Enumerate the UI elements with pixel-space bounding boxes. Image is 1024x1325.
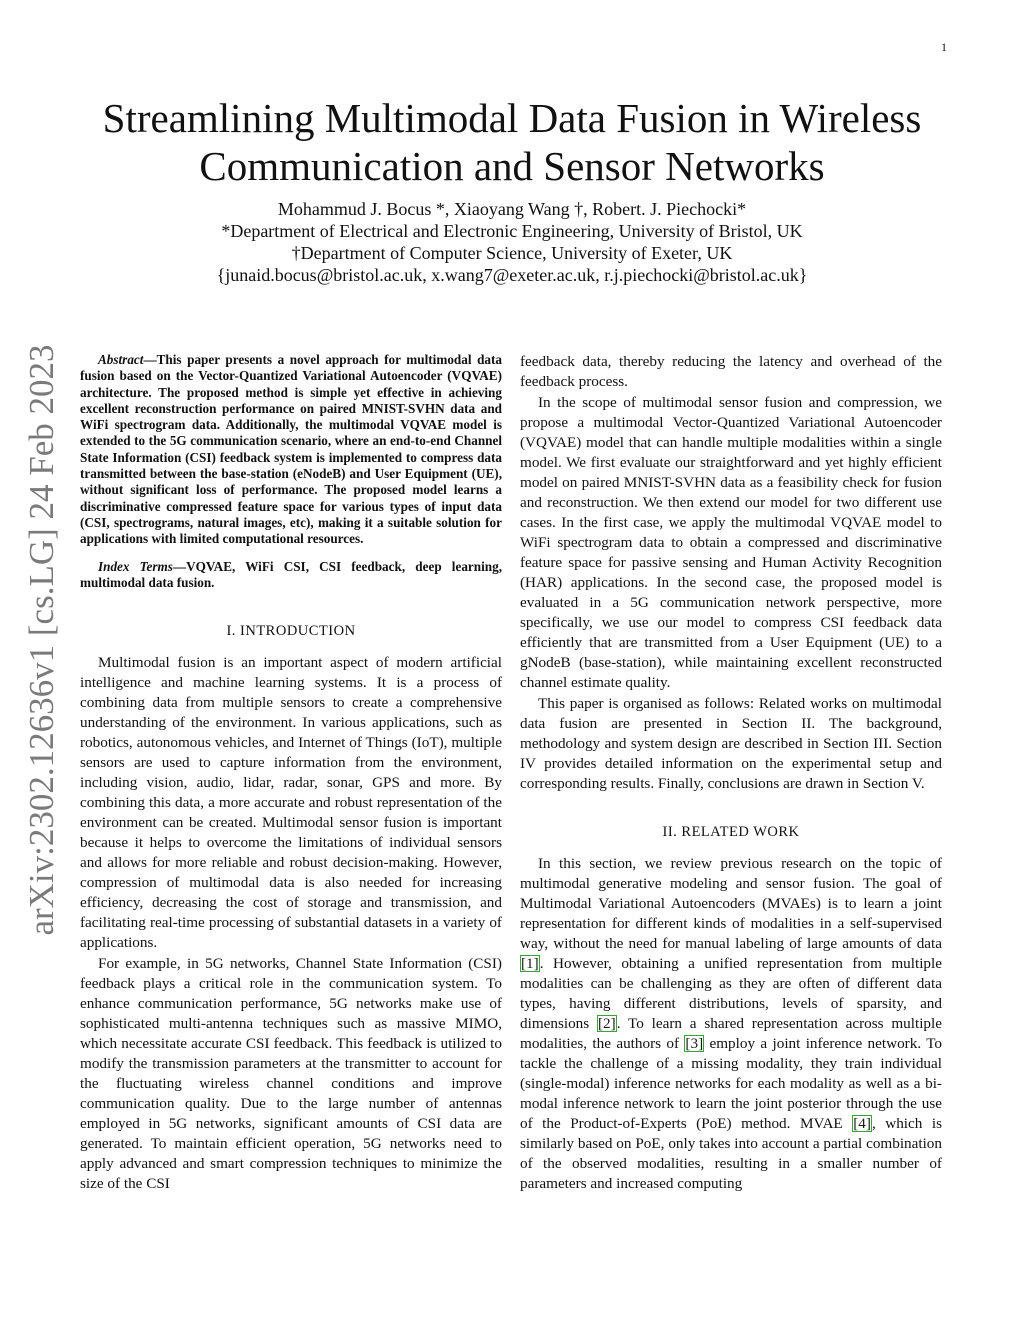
right-column [520,352,942,1194]
section-heading-introduction: I. INTRODUCTION [226,623,356,640]
affiliation-bristol: *Department of Electrical and Electronic Engineering, University of Bristol, UK [221,221,803,241]
abstract [80,352,502,548]
author-block [80,198,944,286]
abstract-text: —This paper presents a novel approach for multimodal data fusion based on the Vector-Quantized Variational Autoencoder (VQVAE) architecture. The proposed method is simple yet effective in achieving excellent reconstruction performance on paired MNIST-SVHN data and WiFi spectrogram data. Additionally, the multimodal VQVAE model is extended to the 5G communication scenario, where an end-to-end Channel State Information (CSI) feedback system is implemented to compress data transmitted between the base-station (eNodeB) and User Equipment (UE), without significant loss of performance. The proposed model learns a discriminative compressed feature space for various types of input data (CSI, spectrograms, natural images, etc), making it a suitable solution for applications with limited computational resources. [80,352,502,547]
page-number: 1 [941,40,947,54]
intro-paragraph-4: This paper is organised as follows: Related works on multimodal data fusion are presented in Section II. The background, methodology and system design are described in Section III. Section IV provides detailed information on the experimental setup and corresponding results. Finally, conclusions are drawn in Section V. [520,695,942,792]
related-work-paragraph-1 [520,854,942,1194]
intro-paragraph-1: Multimodal fusion is an important aspect of modern artificial intelligence and machine learning systems. It is a process of combining data from multiple sensors to create a comprehensive understanding of the environment. In various applications, such as robotics, autonomous vehicles, and Internet of Things (IoT), multiple sensors are used to capture information from the environment, including vision, audio, lidar, radar, sonar, GPS and more. By combining this data, a more accurate and robust representation of the environment can be created. Multimodal sensor fusion is important because it helps to overcome the limitations of individual sensors and allows for more reliable and robust decision-making. However, compression of multimodal data is also needed for increasing efficiency, decreasing the cost of storage and transmission, and facilitating real-time processing of substantial datasets in a variety of applications. [80,654,502,952]
arxiv-identifier: arXiv:2302.12636v1 [cs.LG] 24 Feb 2023 [22,344,61,936]
author-list: Mohammud J. Bocus *, Xiaoyang Wang †, Robert. J. Piechocki* [277,199,747,219]
citation-link[interactable]: [1] [521,955,539,972]
abstract-label: Abstract [98,352,144,367]
section-heading-related-work: II. RELATED WORK [662,824,800,840]
left-column [80,352,502,1194]
affiliation-exeter: †Department of Computer Science, University of Exeter, UK [291,243,733,263]
intro-paragraph-3: In the scope of multimodal sensor fusion and compression, we propose a multimodal Vector-Quantized Variational Autoencoder (VQVAE) model that can handle multiple modalities within a single model. We first evaluate our straightforward and yet highly efficient model on paired MNIST-SVHN data as a feasibility check for fusion and reconstruction. We then extend our model for two different use cases. In the first case, we apply the multimodal VQVAE model to WiFi spectrogram data to obtain a compressed and discriminative feature space for passive sensing and Human Activity Recognition (HAR) applications. In the second case, the proposed model is evaluated in a 5G communication network perspective, more specifically, we use our model to compress CSI feedback data efficiently that are transmitted from a User Equipment (UE) to a gNodeB (base-station), while maintaining excellent reconstructed channel estimate quality. [520,394,942,691]
intro-paragraph-2: For example, in 5G networks, Channel State Information (CSI) feedback plays a critical role in the communication system. To enhance communication performance, 5G networks make use of sophisticated multi-antenna techniques such as massive MIMO, which necessitate accurate CSI feedback. This feedback is utilized to modify the transmission parameters at the transmitter to account for the fluctuating wireless channel conditions and improve communication quality. Due to the large number of antennas employed in 5G networks, significant amounts of CSI data are generated. To maintain efficient operation, 5G networks need to apply advanced and smart compression techniques to minimize the size of the CSI [80,955,502,1193]
related-work-text: employ a joint inference network. To tackle the challenge of a missing modality, they train individual (single-modal) inference networks for each modality as well as a bi-modal inference network to learn the joint posterior through the use of the Product-of-Experts (PoE) method. MVAE [520,1035,943,1132]
paper-title: Streamlining Multimodal Data Fusion in Wireless Communication and Sensor Networks [102,95,922,189]
related-work-text: , which is similarly based on PoE, only takes into account a partial combination of the observed modalities, resulting in a smaller number of parameters and increased computing [520,1115,942,1192]
author-emails: {junaid.bocus@bristol.ac.uk, x.wang7@exeter.ac.uk, r.j.piechocki@bristol.ac.uk} [216,265,808,285]
citation-link[interactable]: [4] [853,1115,871,1132]
citation-link[interactable]: [3] [685,1035,704,1052]
related-work-text: . To learn a shared representation across multiple modalities, the authors of [520,1015,942,1052]
intro-paragraph-2-continued: feedback data, thereby reducing the latency and overhead of the feedback process. [520,353,942,390]
index-terms-text: —VQVAE, WiFi CSI, CSI feedback, deep learning, multimodal data fusion. [80,558,502,590]
related-work-text: . However, obtaining a unified representation from multiple modalities can be challenging as they are often of different data types, having different distributions, levels of sparsity, and dimensions [520,955,942,1032]
index-terms-label: Index Terms [98,558,173,574]
citation-link[interactable]: [2] [598,1015,616,1032]
index-terms [80,559,502,592]
related-work-text: In this section, we review previous research on the topic of multimodal generative modeling and sensor fusion. The goal of Multimodal Variational Autoencoders (MVAEs) is to learn a joint representation for different kinds of modalities in a self-supervised way, without the need for manual labeling of large amounts of data [520,855,942,952]
